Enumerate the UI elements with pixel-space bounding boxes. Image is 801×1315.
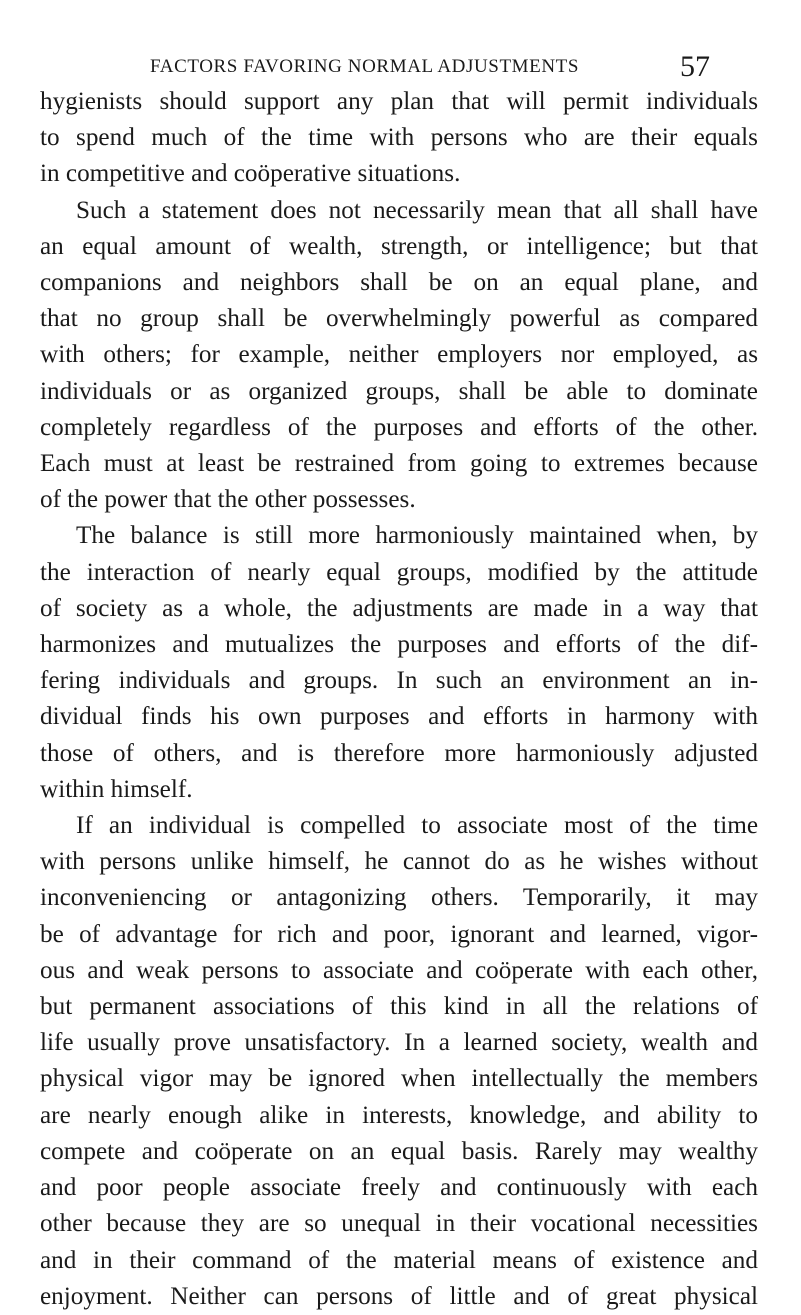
text-line: inconveniencing or antagonizing others. Temporarily, it may <box>40 884 758 912</box>
text-line: and poor people associate freely and continuously with each <box>40 1174 758 1202</box>
text-line: If an individual is compelled to associate most of the time <box>76 812 758 840</box>
text-line: of the power that the other possesses. <box>40 486 416 514</box>
text-line: the interaction of nearly equal groups, modified by the attitude <box>40 558 758 586</box>
text-line: to spend much of the time with persons who are their equals <box>40 124 758 152</box>
text-line: and in their command of the material means of existence and <box>40 1246 758 1274</box>
text-line: harmonizes and mutualizes the purposes and efforts of the dif- <box>40 631 758 659</box>
paragraph <box>40 808 758 1315</box>
text-line: those of others, and is therefore more harmoniously adjusted <box>40 739 758 767</box>
text-line: are nearly enough alike in interests, knowledge, and ability to <box>40 1101 758 1129</box>
text-line: individuals or as organized groups, shall be able to dominate <box>40 377 758 405</box>
page-number: 57 <box>680 50 710 83</box>
text-line: Each must at least be restrained from going to extremes because <box>40 450 758 478</box>
text-line: enjoyment. Neither can persons of little and of great physical <box>40 1282 758 1310</box>
text-line: ous and weak persons to associate and coöperate with each other, <box>40 956 758 984</box>
paragraph <box>40 84 758 193</box>
text-line: Such a statement does not necessarily mean that all shall have <box>76 196 758 224</box>
running-title: FACTORS FAVORING NORMAL ADJUSTMENTS <box>150 56 580 77</box>
text-line: of society as a whole, the adjustments are made in a way that <box>40 594 758 622</box>
text-line: hygienists should support any plan that will permit individuals <box>40 88 758 115</box>
text-line: physical vigor may be ignored when intellectually the members <box>40 1065 758 1093</box>
body-text <box>40 84 758 1315</box>
text-line: be of advantage for rich and poor, ignorant and learned, vigor- <box>40 920 758 948</box>
text-line: completely regardless of the purposes and efforts of the other. <box>40 413 758 441</box>
text-line: life usually prove unsatisfactory. In a learned society, wealth and <box>40 1029 758 1057</box>
text-line: other because they are so unequal in their vocational necessities <box>40 1210 758 1238</box>
text-line: companions and neighbors shall be on an equal plane, and <box>40 269 758 297</box>
text-line: with others; for example, neither employers nor employed, as <box>40 341 758 369</box>
text-line: within himself. <box>40 775 193 803</box>
paragraph <box>40 518 758 808</box>
paragraph <box>40 193 758 519</box>
text-line: with persons unlike himself, he cannot do as he wishes without <box>40 848 758 876</box>
text-line: that no group shall be overwhelmingly powerful as compared <box>40 305 758 333</box>
text-line: an equal amount of wealth, strength, or intelligence; but that <box>40 232 758 260</box>
text-line: but permanent associations of this kind in all the relations of <box>40 993 758 1021</box>
text-line: in competitive and coöperative situations. <box>40 160 461 188</box>
text-line: dividual finds his own purposes and efforts in harmony with <box>40 703 758 731</box>
text-line: The balance is still more harmoniously maintained when, by <box>76 522 758 550</box>
text-line: fering individuals and groups. In such an environment an in- <box>40 667 758 695</box>
text-line: compete and coöperate on an equal basis. Rarely may wealthy <box>40 1137 758 1165</box>
